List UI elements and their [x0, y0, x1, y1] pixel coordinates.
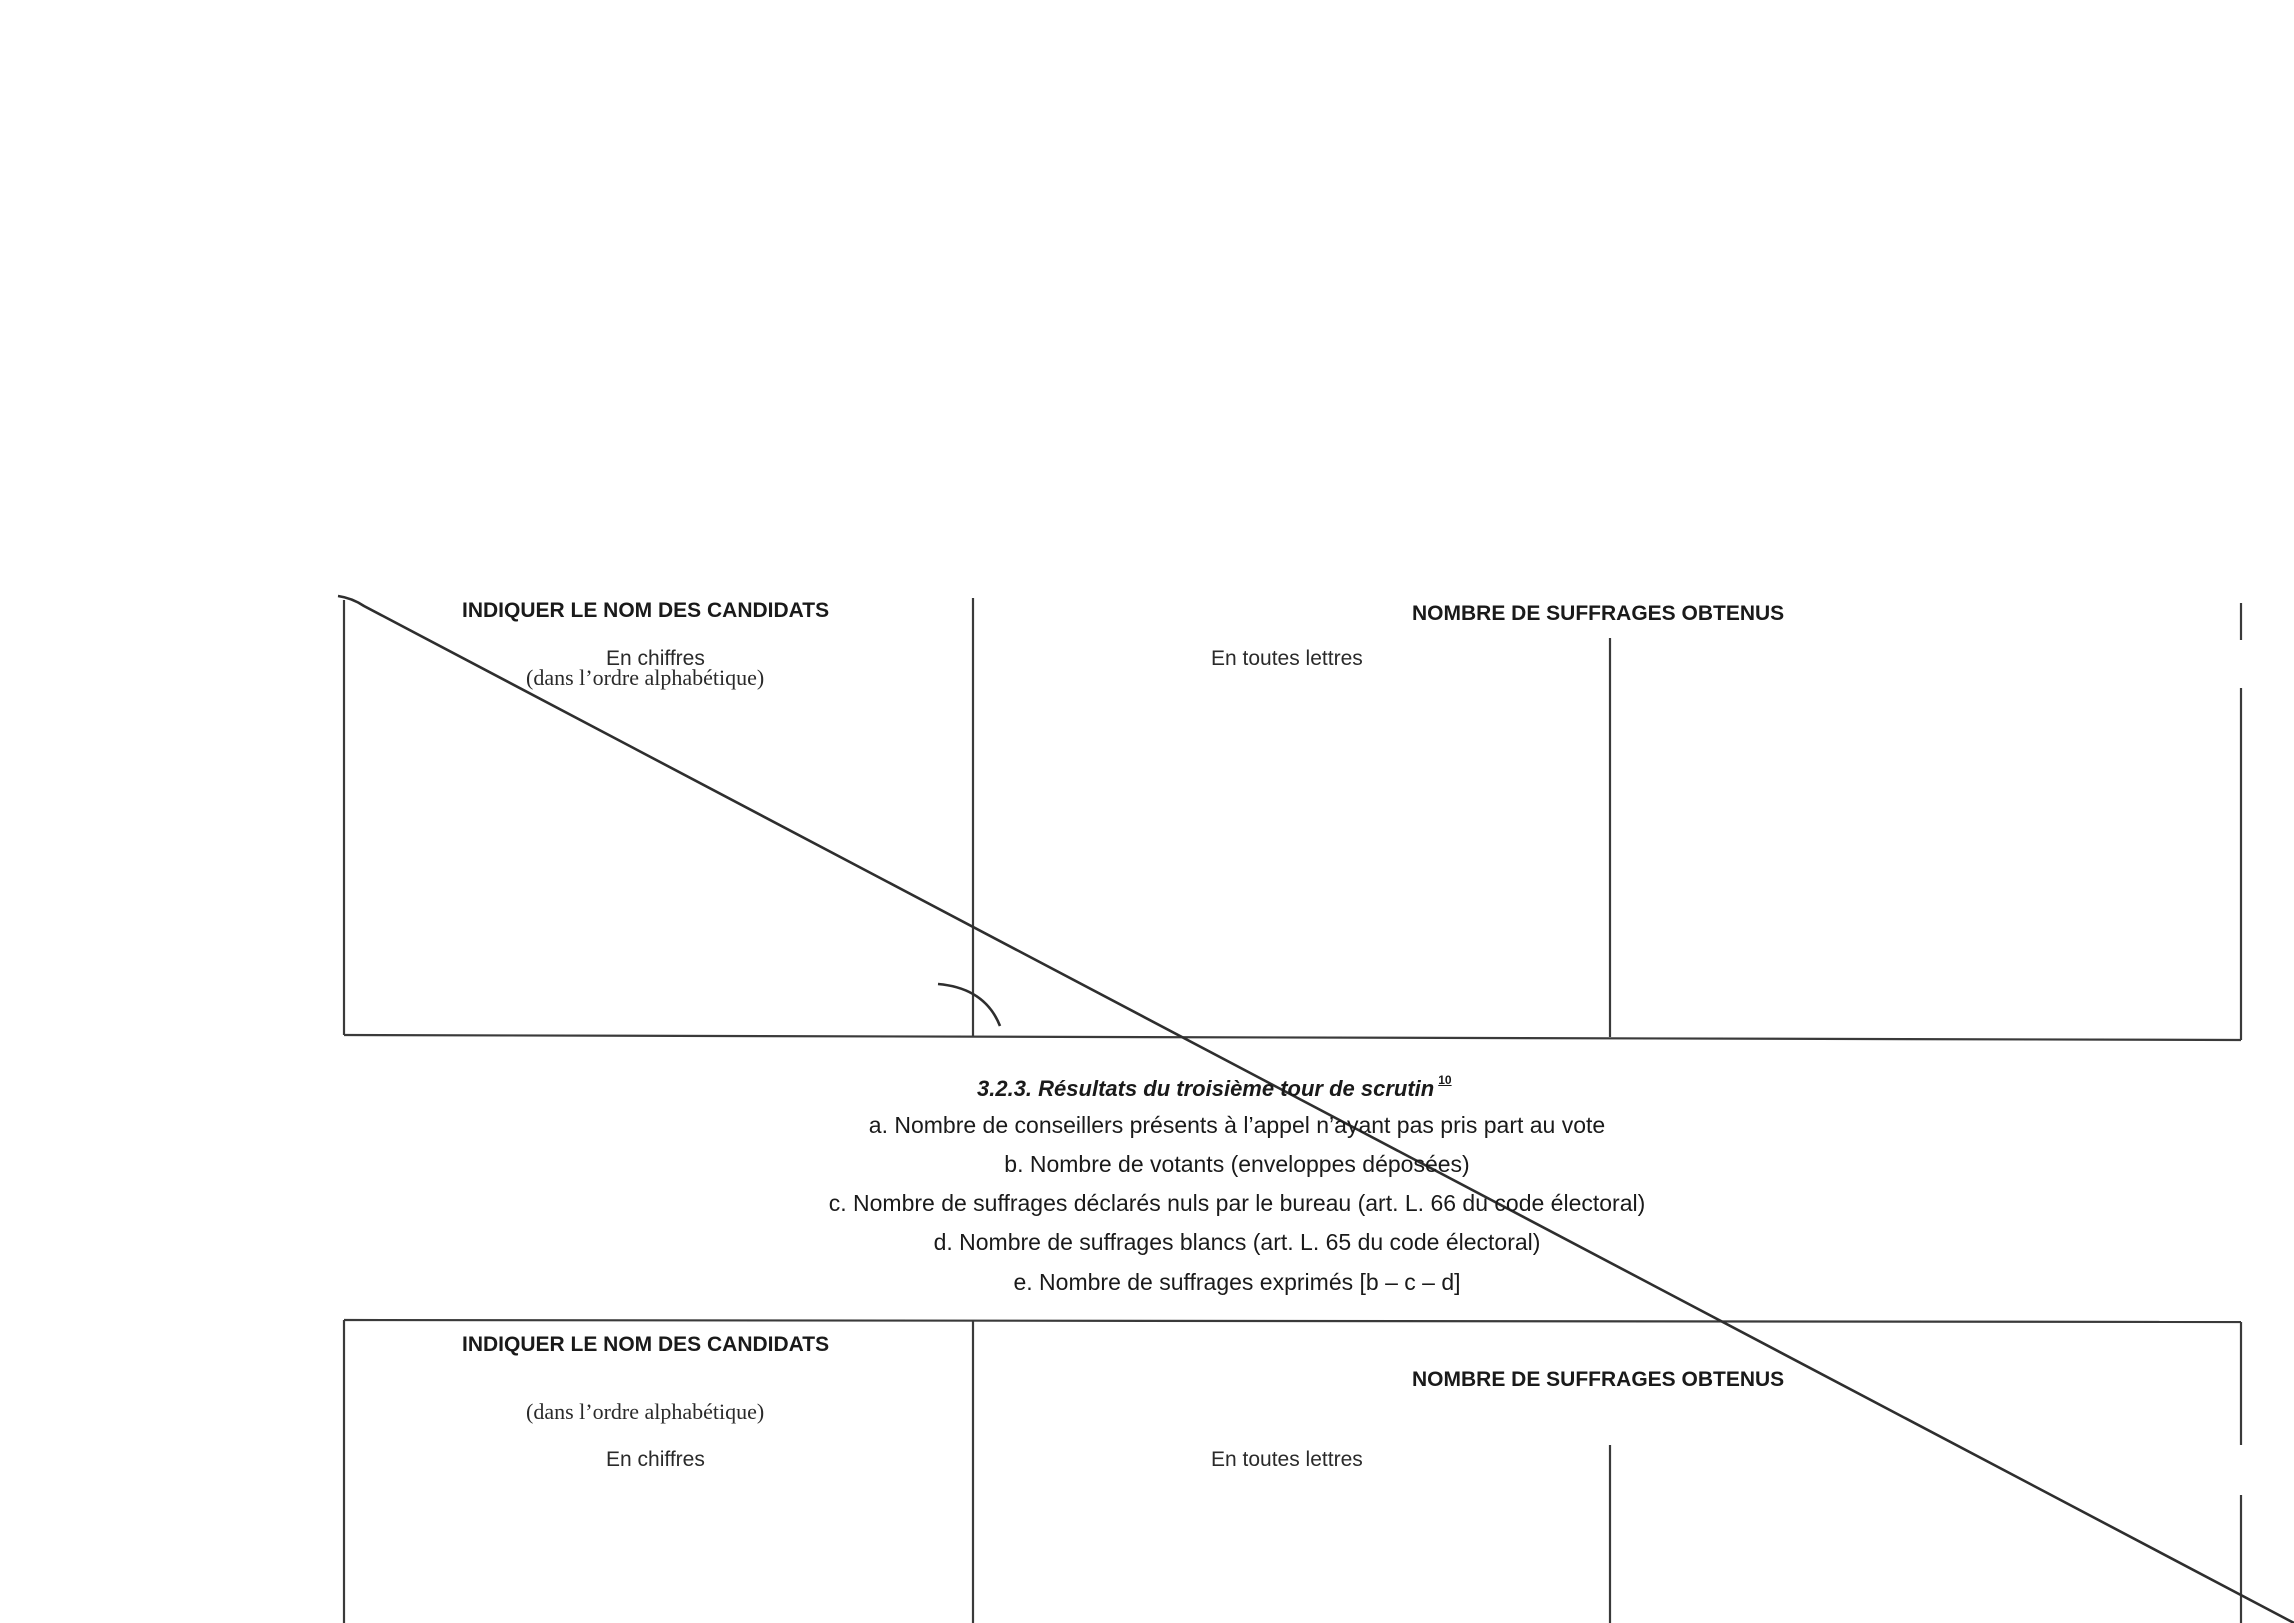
bottom-votes-header: NOMBRE DE SUFFRAGES OBTENUS — [1412, 1368, 1785, 1391]
bottom-candidates-note: (dans l’ordre alphabétique) — [526, 1399, 765, 1424]
item-c: c. Nombre de suffrages déclarés nuls par le bureau (art. L. 66 du code électoral) — [828, 1190, 1646, 1216]
top-letters-label: En toutes lettres — [1211, 647, 1363, 670]
section-title — [977, 1074, 1452, 1100]
bottom-table-top-border — [344, 1320, 2241, 1322]
footnote-ref: 10 — [1438, 1073, 1452, 1087]
top-candidates-note: (dans l’ordre alphabétique) — [526, 665, 765, 690]
item-e: e. Nombre de suffrages exprimés [b – c – d] — [1013, 1269, 1461, 1295]
item-b: b. Nombre de votants (enveloppes déposées) — [1004, 1151, 1470, 1177]
top-digits-label: En chiffres — [606, 647, 705, 670]
bottom-candidates-header: INDIQUER LE NOM DES CANDIDATS — [462, 1333, 830, 1356]
bottom-letters-label: En toutes lettres — [1211, 1448, 1363, 1471]
section-title-text: 3.2.3. Résultats du troisième tour de scrutin — [977, 1076, 1435, 1101]
top-table-bottom-border — [344, 1035, 2241, 1040]
top-candidates-header: INDIQUER LE NOM DES CANDIDATS — [462, 599, 830, 622]
top-votes-header: NOMBRE DE SUFFRAGES OBTENUS — [1412, 602, 1785, 625]
item-d: d. Nombre de suffrages blancs (art. L. 65 du code électoral) — [933, 1229, 1541, 1255]
bottom-digits-label: En chiffres — [606, 1448, 705, 1471]
item-a: a. Nombre de conseillers présents à l’appel n’ayant pas pris part au vote — [868, 1112, 1606, 1138]
